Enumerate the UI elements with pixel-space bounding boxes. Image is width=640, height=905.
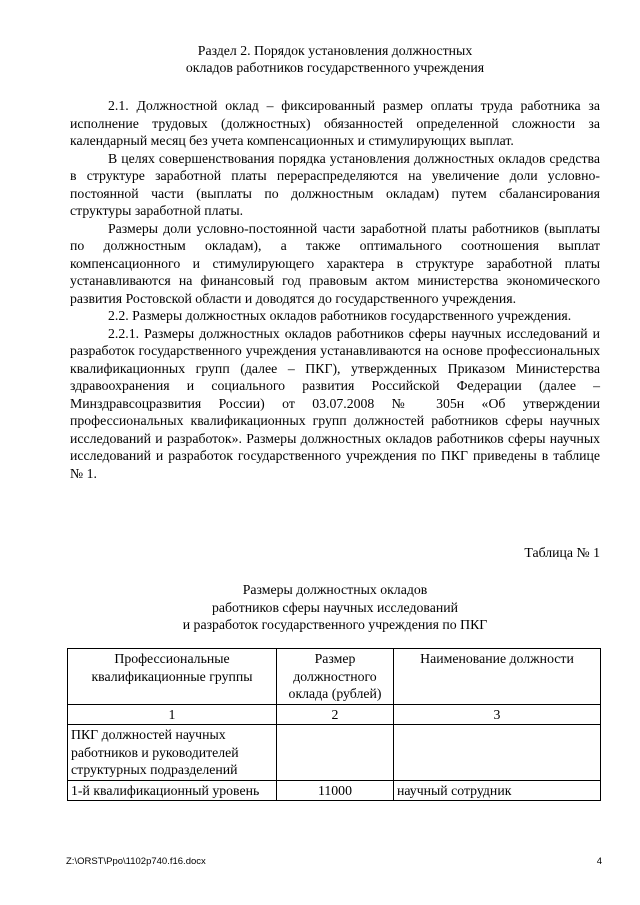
- table-label: Таблица № 1: [524, 545, 600, 560]
- table-title-line-1: Размеры должностных окладов: [242, 582, 428, 597]
- table-title: [70, 581, 600, 634]
- table-cell-group: ПКГ должностей научных работников и руководителей структурных подразделений: [68, 725, 277, 781]
- table-title-line-3: и разработок государственного учреждения по ПКГ: [182, 617, 488, 632]
- header-salary-size: Размер должностного оклада (рублей): [277, 649, 394, 705]
- table-row: [68, 780, 601, 801]
- file-path: Z:\ORST\Ppo\1102p740.f16.docx: [66, 856, 206, 867]
- salary-table: [67, 648, 601, 801]
- paragraph-2-1: 2.1. Должностной оклад – фиксированный размер оплаты труда работника за исполнение трудовых (должностных) обязанностей определенной сложности за календарный месяц без учета компенсационных и стимулирующих выплат.: [70, 98, 600, 148]
- section-heading: [70, 42, 600, 76]
- paragraph-2-2-1: 2.2.1. Размеры должностных окладов работников сферы научных исследований и разработок государственного учреждения устанавливаются на основе профессиональных квалификационных групп (далее – ПКГ), утвержденных Приказом Министерства здравоохранения и социального развития Российской Федерации (далее – Минздравсоцразвития России) от 03.07.2008 № 305н «Об утверждении профессиональных квалификационных групп должностей работников сферы научных исследований и разработок». Размеры должностных окладов работников сферы научных исследований и разработок государственного учреждения по ПКГ приведены в таблице № 1.: [70, 325, 600, 481]
- page-number: 4: [596, 856, 602, 867]
- section-title-line-2: окладов работников государственного учреждения: [185, 60, 485, 75]
- section-title-line-1: Раздел 2. Порядок установления должностных: [197, 43, 473, 58]
- column-number: 2: [277, 704, 394, 725]
- header-qualification-groups: Профессиональные квалификационные группы: [68, 649, 277, 705]
- body-text: [70, 97, 600, 482]
- header-position-name: Наименование должности: [394, 649, 601, 705]
- paragraph-2-2: 2.2. Размеры должностных окладов работников государственного учреждения.: [108, 308, 572, 323]
- table-header-row: [68, 649, 601, 705]
- table-cell-salary: [277, 725, 394, 781]
- table-row: [68, 725, 601, 781]
- table-cell-position: научный сотрудник: [394, 780, 601, 801]
- table-cell-position: [394, 725, 601, 781]
- column-number: 1: [68, 704, 277, 725]
- table-title-line-2: работников сферы научных исследований: [211, 599, 459, 615]
- table-column-number-row: [68, 704, 601, 725]
- column-number: 3: [394, 704, 601, 725]
- table-cell-group: 1-й квалификационный уровень: [68, 780, 277, 801]
- table-cell-salary: 11000: [277, 780, 394, 801]
- paragraph-share-sizes: Размеры доли условно-постоянной части заработной платы работников (выплаты по должностным окладам), а также оптимального соотношения выплат компенсационного и стимулирующего характера в структуре заработной платы устанавливаются на финансовый год правовым актом министерства экономического развития Ростовской области и доводятся до государственного учреждения.: [70, 220, 600, 306]
- paragraph-structure: В целях совершенствования порядка установления должностных окладов средства в структуре заработной платы перераспределяются на увеличение доли условно-постоянной части (выплаты по должностным окладам) путем сбалансирования структуры заработной платы.: [70, 150, 600, 218]
